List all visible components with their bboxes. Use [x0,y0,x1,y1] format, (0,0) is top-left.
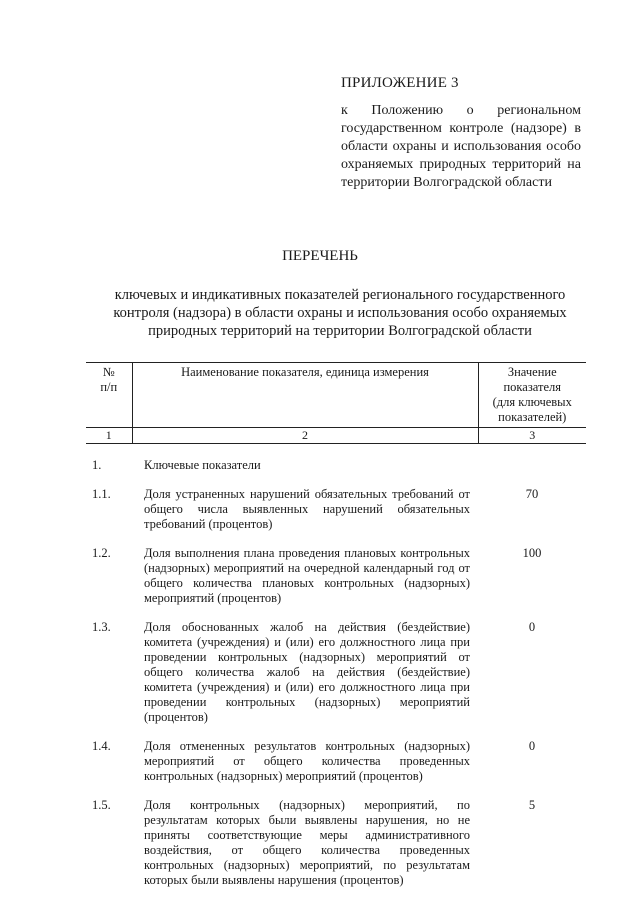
table-header-row [86,363,586,428]
row-number: 1.1. [92,487,111,501]
row-indicator-value: 70 [525,487,539,501]
row-indicator-name: Доля контрольных (надзорных) мероприятий, по результатам которых были выявлены нарушения, но не приняты соответствующие меры административного воздействия, от общего количества проведенных контрольных (надзорных) мероприятий, по результатам которых были выявлены нарушения (процентов) [144,798,470,887]
row-indicator-name: Доля отмененных результатов контрольных (надзорных) мероприятий от общего количества проведенных контрольных (надзорных) мероприятий (процентов) [144,739,470,783]
row-number: 1.3. [92,620,111,634]
row-indicator-name: Доля обоснованных жалоб на действия (бездействие) комитета (учреждения) и (или) его должностного лица при проведении контрольных (надзорных) мероприятий от общего количества жалоб на действия (бездействие) комитета (учреждения) и (или) его должностного лица при проведении контрольных (надзорных) мероприятий (процентов) [144,620,470,724]
header-indicator-name: Наименование показателя, единица измерения [132,363,478,428]
table-row [86,739,586,784]
document-subheading: ключевых и индикативных показателей регионального государственного контроля (надзора) в области охраны и использования особо охраняемых природных территорий на территории Волгоградской области [113,287,567,339]
table-row [86,546,586,606]
document-heading: ПЕРЕЧЕНЬ [282,248,358,264]
row-number: 1. [92,458,102,472]
table-row [86,620,586,725]
column-index-2: 2 [132,428,478,444]
row-number: 1.5. [92,798,111,812]
appendix-title: ПРИЛОЖЕНИЕ 3 [341,75,459,91]
indicators-table [86,362,586,888]
row-number: 1.2. [92,546,111,560]
table-row [86,487,586,532]
column-index-1: 1 [86,428,132,444]
row-indicator-name: Доля выполнения плана проведения плановых контрольных (надзорных) мероприятий на очередной календарный год от общего количества плановых контрольных (надзорных) мероприятий (процентов) [144,546,470,605]
row-indicator-name: Доля устраненных нарушений обязательных требований от общего числа выявленных нарушений обязательных требований (процентов) [144,487,470,531]
row-indicator-value: 0 [528,620,536,634]
row-indicator-value [478,458,586,473]
row-indicator-value: 100 [522,546,542,560]
row-indicator-name: Ключевые показатели [144,458,261,472]
column-index-3: 3 [478,428,586,444]
appendix-body: к Положению о региональном государственном контроле (надзоре) в области охраны и использования особо охраняемых природных территорий на территории Волгоградской области [341,103,581,190]
appendix-block [341,74,581,192]
row-indicator-value: 0 [528,739,536,753]
header-indicator-value: Значение показателя (для ключевых показателей) [478,363,586,428]
row-number: 1.4. [92,739,111,753]
header-number: № п/п [86,363,132,428]
table-column-index-row [86,428,586,444]
row-indicator-value: 5 [528,798,536,812]
table-row [86,458,586,473]
table-row [86,798,586,888]
